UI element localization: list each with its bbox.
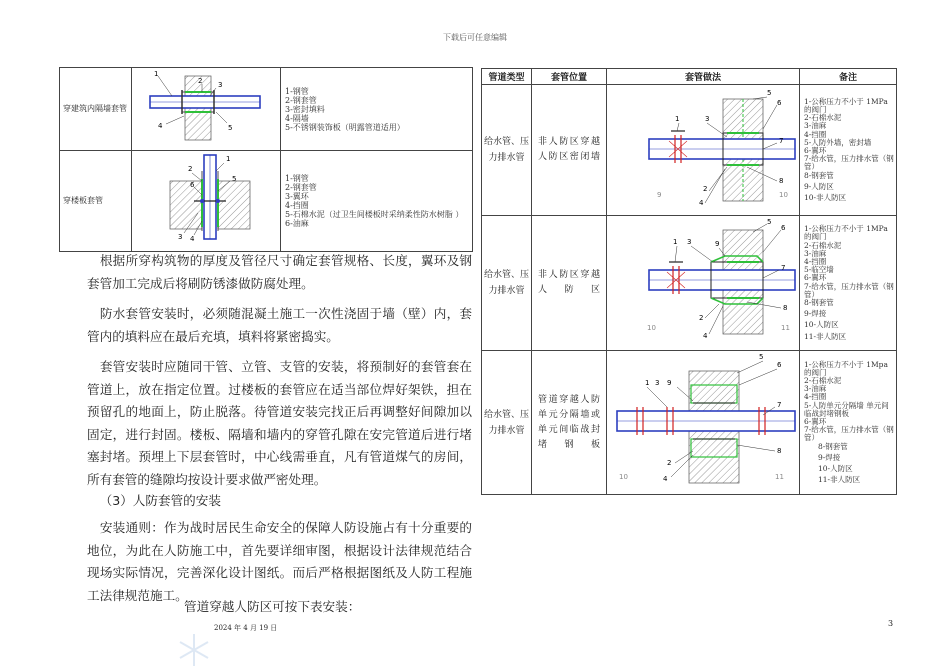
note-item: 10-非人防区 bbox=[804, 193, 847, 203]
note-item: 4-挡圈 bbox=[804, 129, 827, 139]
callout: 10 bbox=[779, 191, 788, 199]
callout: 5 bbox=[767, 89, 772, 97]
note-item: 3-油麻 bbox=[804, 121, 827, 131]
note-item: 1-公称压力不小于 1Mpa 的阀门 bbox=[804, 359, 888, 377]
note-item: 5-临空墙 bbox=[804, 265, 834, 275]
page-number: 3 bbox=[888, 619, 894, 628]
paragraph: 根据所穿构筑物的厚度及管径尺寸确定套管规格、长度，翼环及钢套管加工完成后将刷防锈漆做防腐处理。 bbox=[87, 253, 472, 291]
paragraph: 套管安装时应随同干管、立管、支管的安装，将预制好的套管套在管道上，放在指定位置。过楼板的套管应在适当部位焊好架铁，担在预留孔的地面上，防止脱落。待管道安装完找正后再调整好间隙加以固定，进行封固。楼板、隔墙和墙内的穿管孔隙在安完管道后进行堵塞封堵。预埋上下层套管时，中心线需垂直，凡有管道煤气的房间，所有套管的缝隙均按设计要求做严密处理。 bbox=[87, 359, 472, 487]
legend-item: 1-钢管 bbox=[285, 86, 309, 96]
callout: 6 bbox=[777, 99, 782, 107]
note-item: 2-石棉水泥 bbox=[804, 240, 842, 250]
callout: 6 bbox=[190, 181, 195, 189]
callout: 4 bbox=[663, 475, 668, 483]
paragraph: 安装通则：作为战时居民生命安全的保障人防设施占有十分重要的地位，为此在人防施工中，首先要详细审图，根据设计法律规范结合现场实际情况，完善深化设计图纸。而后严格根据图纸及人防工程施工法律规范施工。 bbox=[87, 520, 472, 603]
callout: 9 bbox=[657, 191, 662, 199]
callout: 7 bbox=[779, 137, 784, 145]
callout: 3 bbox=[705, 115, 710, 123]
callout: 10 bbox=[619, 473, 628, 481]
footer-date: 2024 年 4 月 19 日 bbox=[214, 624, 278, 632]
callout: 9 bbox=[715, 240, 720, 248]
note-item: 9-焊接 bbox=[818, 452, 841, 462]
callout: 4 bbox=[699, 199, 704, 207]
sleeve-detail-figure-3 bbox=[607, 351, 800, 495]
sleeve-table-left bbox=[59, 67, 473, 252]
callout: 9 bbox=[667, 379, 672, 387]
callout: 1 bbox=[645, 379, 650, 387]
callout: 8 bbox=[779, 177, 784, 185]
note-item: 11-非人防区 bbox=[818, 475, 861, 485]
section-heading: （3）人防套管的安装 bbox=[99, 493, 221, 508]
callout: 7 bbox=[781, 264, 786, 272]
callout: 2 bbox=[198, 77, 203, 85]
callout: 2 bbox=[699, 314, 704, 322]
callout: 7 bbox=[777, 401, 782, 409]
column-header: 备注 bbox=[800, 69, 897, 85]
callout: 2 bbox=[667, 459, 672, 467]
notes-list bbox=[800, 216, 897, 351]
note-item: 5-人防单元分隔墙 单元间临战封堵钢板 bbox=[804, 400, 889, 418]
callout: 4 bbox=[190, 235, 195, 243]
sleeve-position: 管道穿越人防单元分隔墙或单元间临战封堵钢板 bbox=[532, 351, 607, 495]
callout: 1 bbox=[673, 238, 678, 246]
note-item: 9-焊接 bbox=[804, 309, 827, 319]
callout: 8 bbox=[783, 304, 788, 312]
callout: 5 bbox=[759, 353, 764, 361]
table-row bbox=[482, 85, 897, 216]
legend-item: 2-钢套管 bbox=[285, 183, 317, 192]
legend-item: 4-隔墙 bbox=[285, 113, 309, 123]
table-row bbox=[60, 68, 473, 151]
callout: 6 bbox=[781, 224, 786, 232]
note-item: 2-石棉水泥 bbox=[804, 375, 842, 385]
table-header-row bbox=[482, 69, 897, 85]
legend-item: 5-不锈钢装饰板（明露管道适用） bbox=[285, 122, 405, 132]
legend-item: 6-油麻 bbox=[285, 219, 309, 228]
column-header: 管道类型 bbox=[482, 69, 532, 85]
sleeve-detail-figure-2 bbox=[607, 216, 800, 351]
note-item: 11-非人防区 bbox=[804, 331, 847, 341]
wall-sleeve-figure bbox=[132, 68, 281, 151]
callout: 3 bbox=[687, 238, 692, 246]
callout: 3 bbox=[178, 233, 183, 241]
note-item: 1-公称压力不小于 1MPa 的阀门 bbox=[804, 96, 888, 114]
row-name: 穿楼板套管 bbox=[60, 151, 132, 252]
note-item: 7-给水管，压力排水管（钢管） bbox=[804, 281, 894, 299]
callout: 8 bbox=[777, 447, 782, 455]
note-item: 7-给水管，压力排水管（钢管） bbox=[804, 154, 894, 172]
callout: 6 bbox=[777, 361, 782, 369]
pipe-type: 给水管、压力排水管 bbox=[482, 85, 532, 216]
note-item: 8-钢套管 bbox=[818, 441, 848, 451]
callout: 4 bbox=[158, 122, 163, 130]
note-item: 8-钢套管 bbox=[804, 170, 834, 180]
paragraph: 管道穿越人防区可按下表安装： bbox=[184, 599, 361, 614]
legend-item: 2-钢套管 bbox=[285, 95, 317, 105]
callout: 5 bbox=[232, 175, 237, 183]
legend-item: 3-密封填料 bbox=[285, 104, 325, 114]
note-item: 7-给水管，压力排水管（钢管） bbox=[804, 425, 894, 443]
snowflake-watermark-icon bbox=[176, 632, 212, 668]
legend-item: 1-钢管 bbox=[285, 174, 309, 183]
page-header: 下载后可任意编辑 bbox=[443, 33, 507, 42]
callout: 4 bbox=[703, 332, 708, 340]
legend-item: 5-石棉水泥（过卫生间楼板时采纳柔性防水树脂 ） bbox=[285, 210, 464, 219]
row-name: 穿建筑内隔墙套管 bbox=[60, 68, 132, 151]
callout: 11 bbox=[781, 324, 790, 332]
note-item: 9-人防区 bbox=[804, 181, 834, 191]
note-item: 3-油麻 bbox=[804, 248, 827, 258]
notes-list bbox=[800, 351, 897, 495]
note-item: 10-人防区 bbox=[804, 320, 839, 330]
callout: 1 bbox=[154, 70, 159, 78]
column-header: 套管做法 bbox=[607, 69, 800, 85]
floor-sleeve-figure bbox=[132, 151, 281, 252]
legend-item: 4-挡圈 bbox=[285, 201, 309, 210]
callout: 1 bbox=[226, 155, 231, 163]
callout: 3 bbox=[218, 81, 223, 89]
note-item: 3-油麻 bbox=[804, 384, 827, 394]
note-item: 6-翼环 bbox=[804, 273, 827, 283]
callout: 10 bbox=[647, 324, 656, 332]
callout: 2 bbox=[188, 165, 193, 173]
note-item: 10-人防区 bbox=[818, 464, 853, 474]
callout: 5 bbox=[228, 124, 233, 132]
legend-list bbox=[281, 68, 473, 151]
paragraph: 防水套管安装时，必须随混凝土施工一次性浇固于墙（壁）内，套管内的填料应在最后充填，填料将紧密捣实。 bbox=[87, 306, 472, 344]
table-row bbox=[482, 351, 897, 495]
callout: 3 bbox=[655, 379, 660, 387]
callout: 1 bbox=[675, 115, 680, 123]
column-header: 套管位置 bbox=[532, 69, 607, 85]
legend-item: 3-翼环 bbox=[285, 192, 309, 201]
pipe-type: 给水管、压力排水管 bbox=[482, 216, 532, 351]
table-row bbox=[482, 216, 897, 351]
sleeve-position: 非人防区穿越人防区密闭墙 bbox=[532, 85, 607, 216]
callout: 2 bbox=[703, 185, 708, 193]
notes-list bbox=[800, 85, 897, 216]
sleeve-detail-figure-1 bbox=[607, 85, 800, 216]
note-item: 2-石棉水泥 bbox=[804, 113, 842, 123]
note-item: 8-钢套管 bbox=[804, 298, 834, 307]
callout: 5 bbox=[767, 218, 772, 226]
civil-defense-sleeve-table bbox=[481, 68, 897, 495]
callout: 11 bbox=[775, 473, 784, 481]
note-item: 6-翼环 bbox=[804, 146, 827, 155]
note-item: 5-人防外墙，密封墙 bbox=[804, 137, 872, 147]
note-item: 4-挡圈 bbox=[804, 392, 827, 402]
note-item: 6-翼环 bbox=[804, 417, 827, 426]
pipe-type: 给水管、压力排水管 bbox=[482, 351, 532, 495]
note-item: 1-公称压力不小于 1MPa 的阀门 bbox=[804, 224, 888, 242]
note-item: 4-挡圈 bbox=[804, 256, 827, 266]
table-row bbox=[60, 151, 473, 252]
legend-list bbox=[281, 151, 473, 252]
sleeve-position: 非人防区穿越人防区 bbox=[532, 216, 607, 351]
